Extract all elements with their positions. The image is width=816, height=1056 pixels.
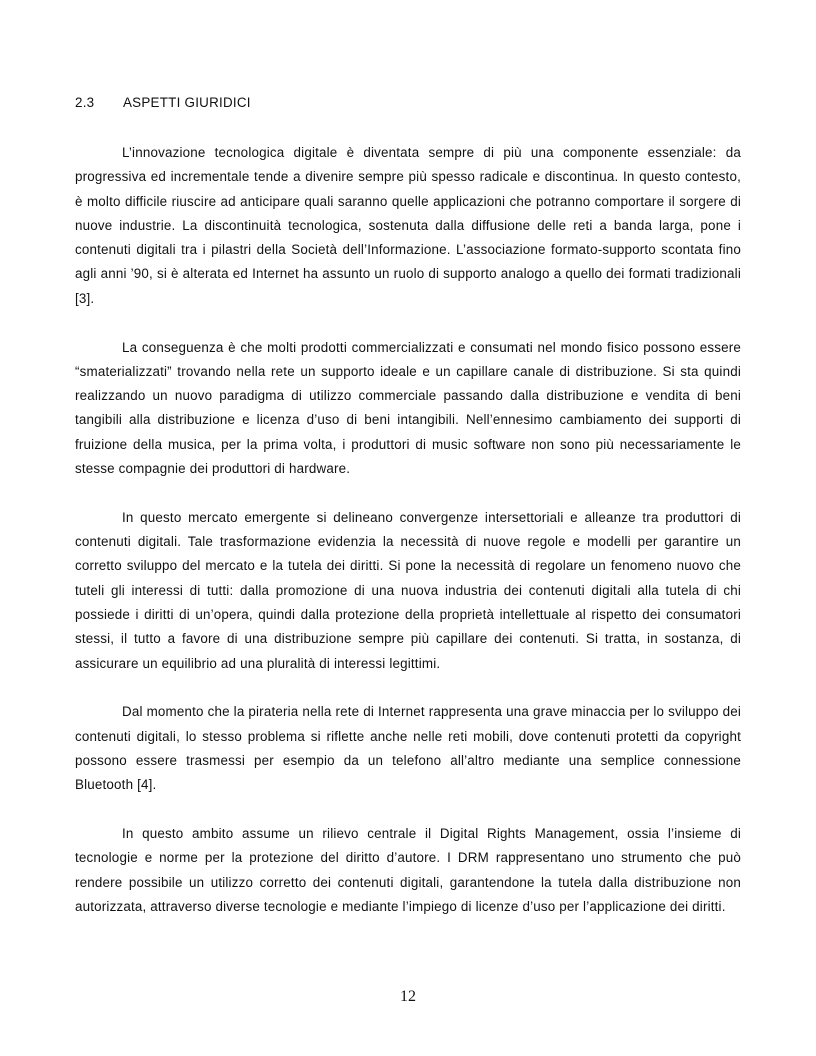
paragraph-pirateria: Dal momento che la pirateria nella rete di Internet rappresenta una grave minaccia per lo sviluppo dei contenuti digitali, lo stesso problema si riflette anche nelle reti mobili, dove contenuti protetti da copyright possono essere trasmessi per esempio da un telefono all’altro mediante una semplice connessione Bluetooth [4].: [75, 704, 741, 793]
section-number: 2.3: [75, 95, 95, 110]
paragraph-drm: In questo ambito assume un rilievo centrale il Digital Rights Management, ossia l’insieme di tecnologie e norme per la protezione del diritto d’autore. I DRM rappresentano uno strumento che può rendere possibile un utilizzo corretto dei contenuti digitali, garantendone la tutela dalla distribuzione non autorizzata, attraverso diverse tecnologie e mediante l’impiego di licenze d’uso per l’applicazione dei diritti.: [75, 826, 741, 915]
paragraph-mercato: In questo mercato emergente si delineano convergenze intersettoriali e alleanze tra produttori di contenuti digitali. Tale trasformazione evidenzia la necessità di nuove regole e modelli per garantire un corretto sviluppo del mercato e la tutela dei diritti. Si pone la necessità di regolare un fenomeno nuovo che tuteli gli interessi di tutti: dalla promozione di una nuova industria dei contenuti digitali alla tutela di chi possiede i diritti di un’opera, quindi dalla protezione della proprietà intellettuale al rispetto dei consumatori stessi, il tutto a favore di una distribuzione sempre più capillare dei contenuti. Si tratta, in sostanza, di assicurare un equilibrio ad una pluralità di interessi legittimi.: [75, 509, 741, 671]
paragraph-innovazione: L’innovazione tecnologica digitale è diventata sempre di più una componente essenziale: da progressiva ed incrementale tende a divenire sempre più spesso radicale e discontinua. In questo contesto, è molto difficile riuscire ad anticipare quali saranno quelle applicazioni che potranno comportare il sorgere di nuove industrie. La discontinuità tecnologica, sostenuta dalla diffusione delle reti a banda larga, pone i contenuti digitali tra i pilastri della Società dell’Informazione. L’associazione formato-supporto scontata fino agli anni ’90, si è alterata ed Internet ha assunto un ruolo di supporto analogo a quello dei formati tradizionali [3].: [75, 145, 741, 306]
section-title: ASPETTI GIURIDICI: [123, 95, 251, 110]
document-page: [75, 93, 741, 944]
section-heading: [75, 93, 741, 113]
paragraph-conseguenza: La conseguenza è che molti prodotti commercializzati e consumati nel mondo fisico possono essere “smaterializzati” trovando nella rete un supporto ideale e un capillare canale di distribuzione. Si sta quindi realizzando un nuovo paradigma di utilizzo commerciale passando dalla distribuzione e vendita di beni tangibili alla distribuzione e licenza d’uso di beni intangibili. Nell’ennesimo cambiamento dei supporti di fruizione della musica, per la prima volta, i produttori di music software non sono più necessariamente le stesse compagnie dei produttori di hardware.: [75, 339, 741, 477]
page-number: 12: [400, 988, 416, 1005]
